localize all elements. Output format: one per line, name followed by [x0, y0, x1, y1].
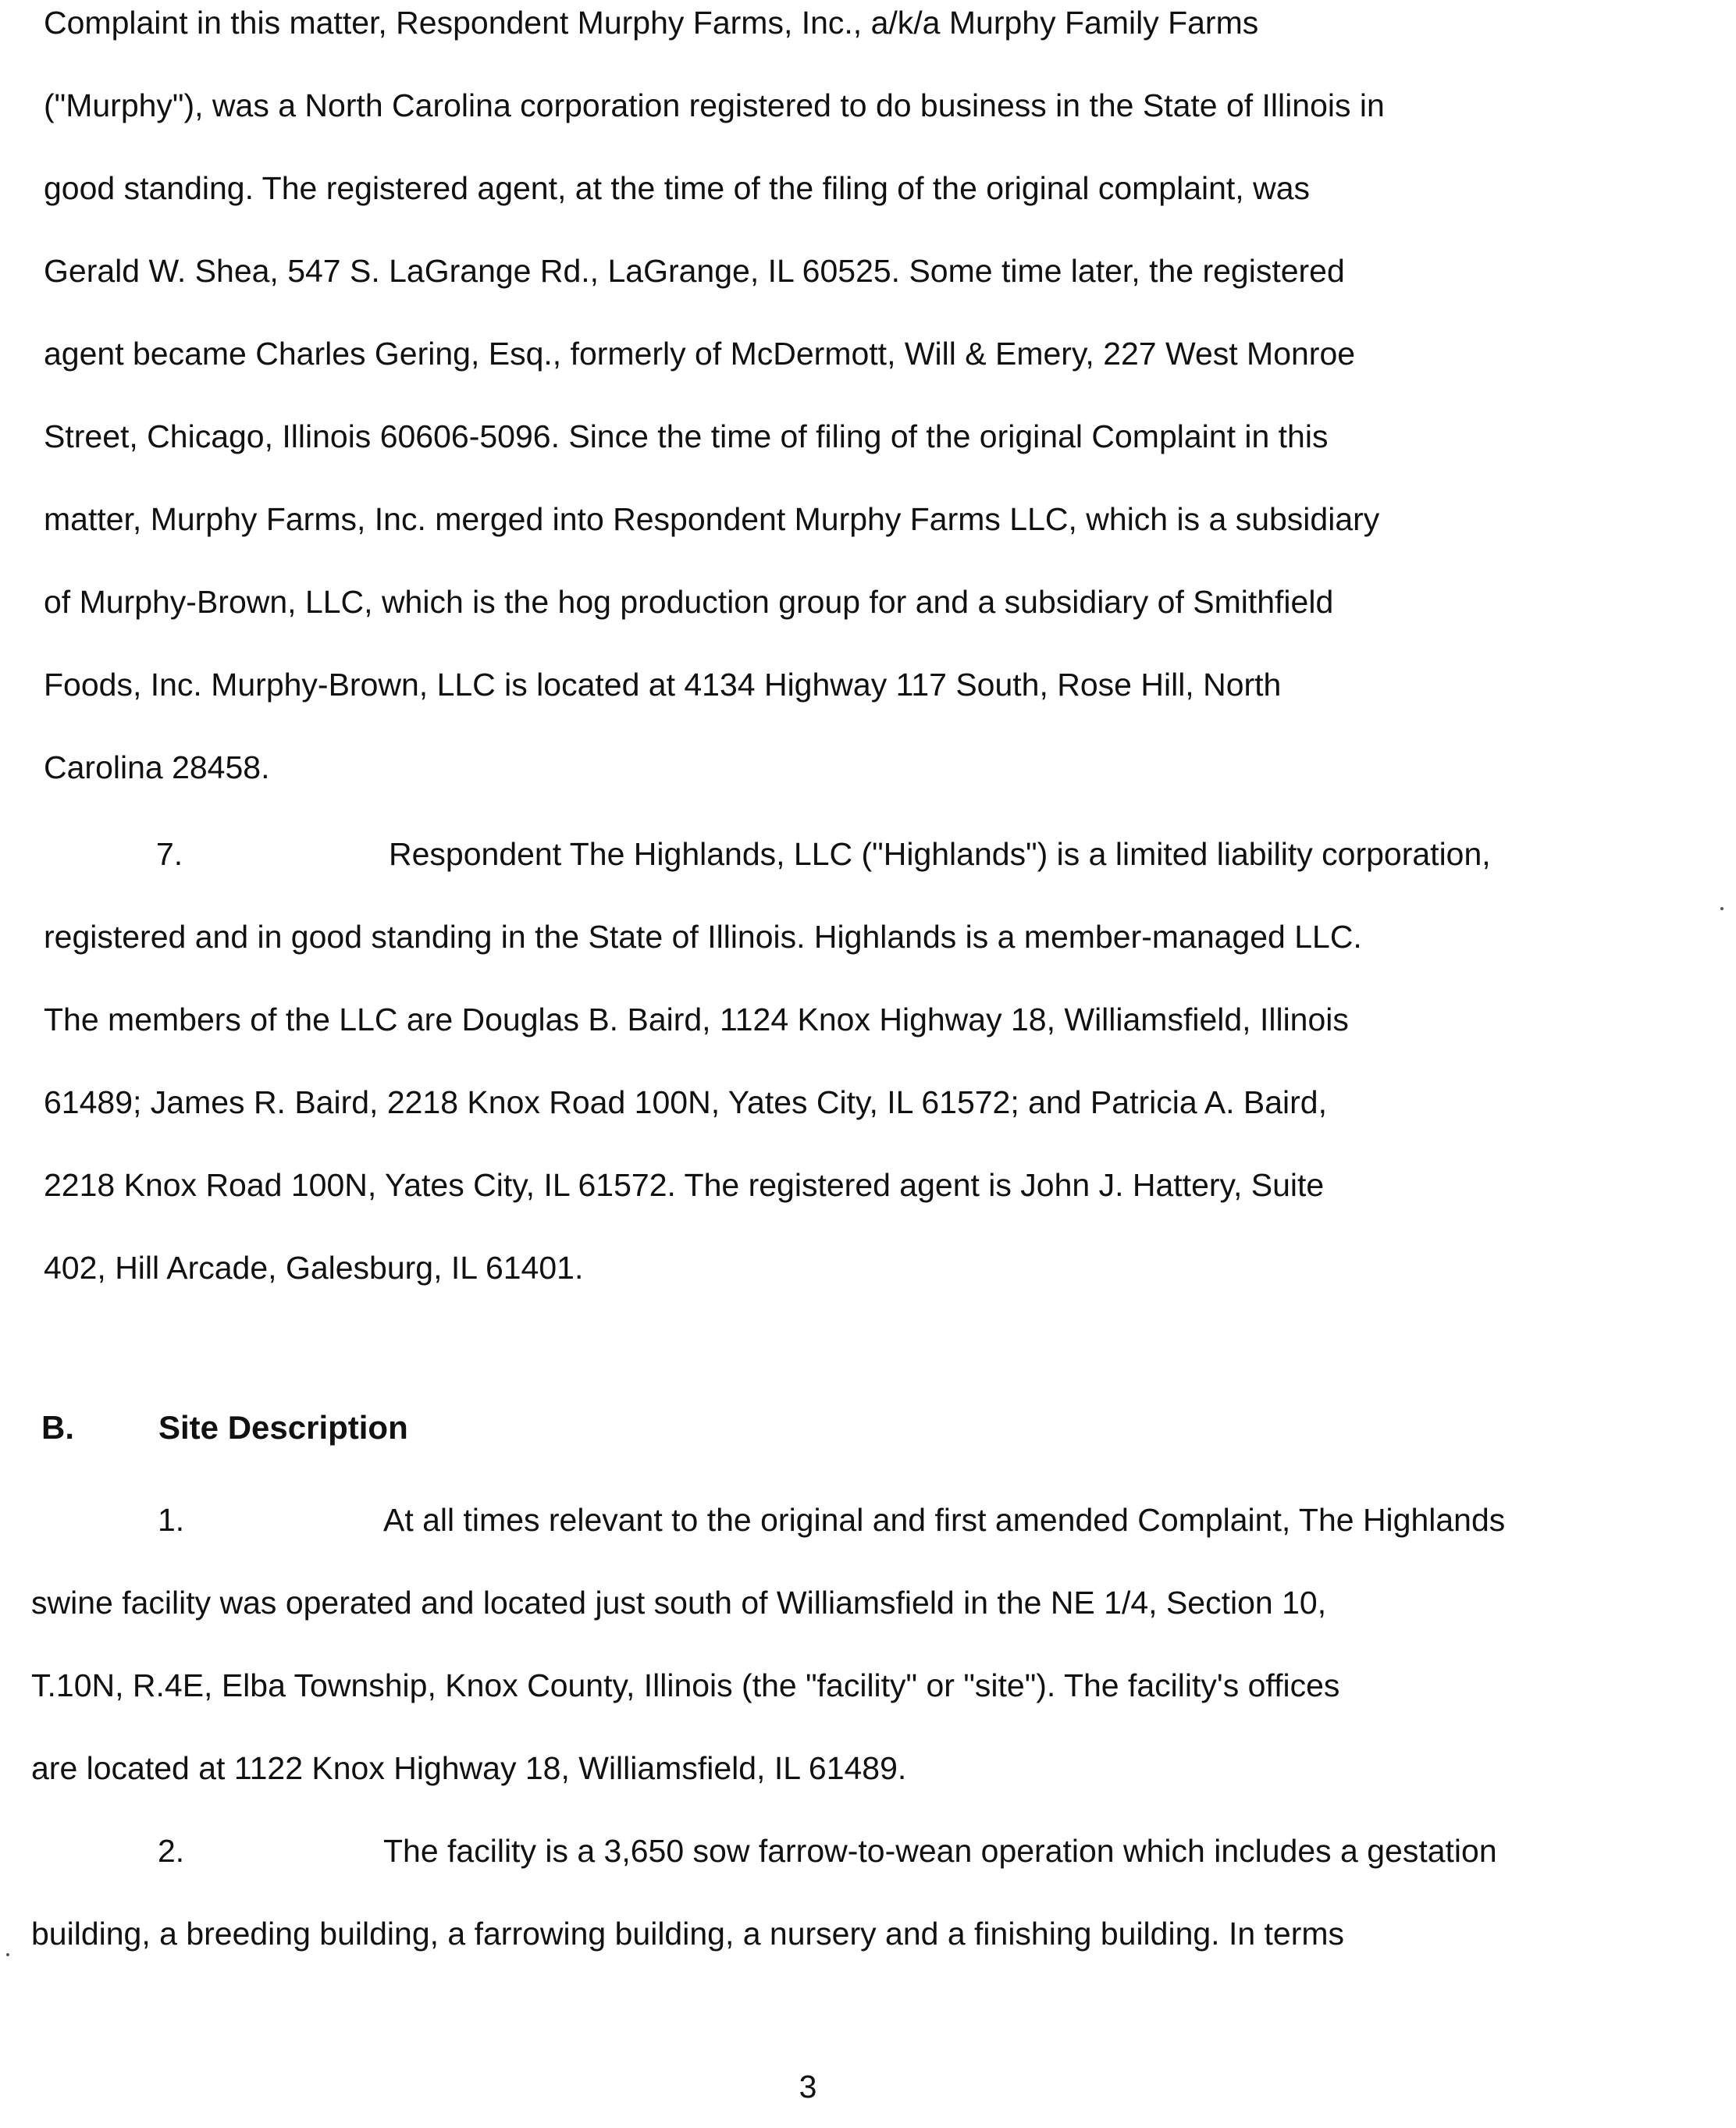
text-line: Gerald W. Shea, 547 S. LaGrange Rd., LaGrange, IL 60525. Some time later, the registered [44, 253, 1345, 289]
item-number: 2. [158, 1833, 185, 1869]
section-heading [41, 1386, 408, 1469]
paragraph-first-line: Respondent The Highlands, LLC ("Highlands") is a limited liability corporation, [389, 836, 1491, 872]
paragraph-continued [44, 0, 1597, 809]
site-item-1 [31, 1479, 1592, 1810]
text-line: 2218 Knox Road 100N, Yates City, IL 61572. The registered agent is John J. Hattery, Suite [44, 1167, 1325, 1203]
text-line [31, 1810, 1592, 1892]
paragraph-number: 7. [156, 836, 183, 872]
section-title: Site Description [158, 1409, 408, 1446]
site-item-2 [31, 1810, 1592, 1975]
text-line [44, 813, 1597, 895]
text-line: are located at 1122 Knox Highway 18, Williamsfield, IL 61489. [31, 1750, 907, 1786]
text-line: T.10N, R.4E, Elba Township, Knox County, Illinois (the "facility" or "site"). The facility's offices [31, 1667, 1340, 1703]
paragraph-7 [44, 813, 1597, 1309]
text-line: Complaint in this matter, Respondent Murphy Farms, Inc., a/k/a Murphy Family Farms [44, 5, 1259, 41]
text-line: Carolina 28458. [44, 749, 270, 785]
text-line [31, 1479, 1592, 1561]
item-number: 1. [158, 1502, 185, 1538]
text-line: Foods, Inc. Murphy-Brown, LLC is located at 4134 Highway 117 South, Rose Hill, North [44, 667, 1282, 703]
text-line: agent became Charles Gering, Esq., formerly of McDermott, Will & Emery, 227 West Monroe [44, 336, 1356, 372]
page-number: 3 [799, 2069, 817, 2105]
section-letter: B. [41, 1409, 74, 1446]
item-first-line: The facility is a 3,650 sow farrow-to-wean operation which includes a gestation [383, 1833, 1497, 1869]
text-line: ("Murphy"), was a North Carolina corporation registered to do business in the State of Illinois in [44, 87, 1385, 123]
text-line: good standing. The registered agent, at the time of the filing of the original complaint, was [44, 170, 1311, 206]
text-line: Street, Chicago, Illinois 60606-5096. Since the time of filing of the original Complaint in this [44, 418, 1329, 454]
text-line: 402, Hill Arcade, Galesburg, IL 61401. [44, 1250, 584, 1286]
text-line: swine facility was operated and located just south of Williamsfield in the NE 1/4, Section 10, [31, 1585, 1327, 1621]
text-line: building, a breeding building, a farrowing building, a nursery and a finishing building. In terms [31, 1916, 1345, 1952]
scan-speck [1720, 907, 1724, 910]
text-line: 61489; James R. Baird, 2218 Knox Road 100N, Yates City, IL 61572; and Patricia A. Baird, [44, 1084, 1328, 1120]
scan-speck [6, 1953, 9, 1956]
text-line: The members of the LLC are Douglas B. Baird, 1124 Knox Highway 18, Williamsfield, Illinois [44, 1002, 1349, 1037]
text-line: registered and in good standing in the State of Illinois. Highlands is a member-managed LLC. [44, 919, 1362, 955]
item-first-line: At all times relevant to the original and first amended Complaint, The Highlands [383, 1502, 1506, 1538]
text-line: of Murphy-Brown, LLC, which is the hog production group for and a subsidiary of Smithfield [44, 584, 1334, 620]
text-line: matter, Murphy Farms, Inc. merged into Respondent Murphy Farms LLC, which is a subsidiary [44, 501, 1380, 537]
